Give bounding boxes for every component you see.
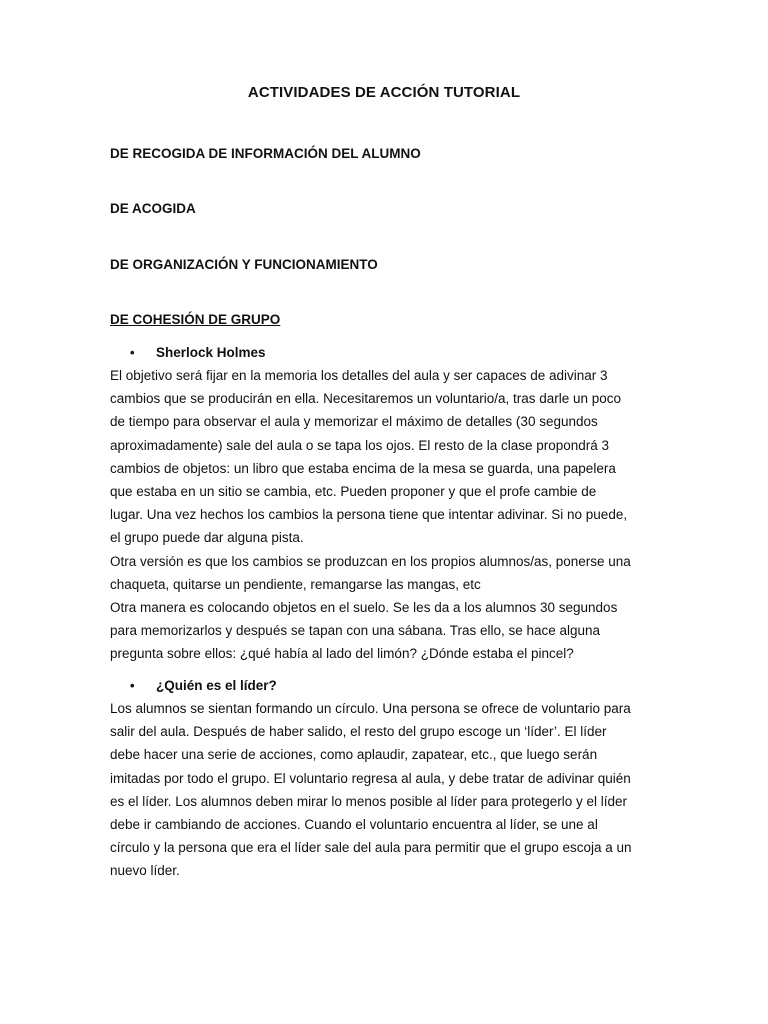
paragraph-line: nuevo líder.	[110, 863, 180, 879]
paragraph-line: Otra manera es colocando objetos en el suelo. Se les da a los alumnos 30 segundos	[110, 600, 618, 616]
paragraph-line: Otra versión es que los cambios se produzcan en los propios alumnos/as, ponerse una	[110, 553, 631, 569]
paragraph-line: es el líder. Los alumnos deben mirar lo menos posible al líder para protegerlo y el líder	[110, 793, 628, 809]
paragraph-line: cambios de objetos: un libro que estaba encima de la mesa se guarda, una papelera	[110, 460, 616, 476]
paragraph-line: de tiempo para observar el aula y memorizar el máximo de detalles (30 segundos	[110, 414, 598, 430]
paragraph-line: para memorizarlos y después se tapan con una sábana. Tras ello, se hace alguna	[110, 623, 601, 639]
paragraph-line: círculo y la persona que era el líder sale del aula para permitir que el grupo escoja a un	[110, 840, 632, 856]
paragraph-line: el grupo puede dar alguna pista.	[110, 530, 304, 546]
heading-organizacion-funcionamiento: DE ORGANIZACIÓN Y FUNCIONAMIENTO	[110, 257, 378, 272]
heading-recogida-informacion: DE RECOGIDA DE INFORMACIÓN DEL ALUMNO	[110, 146, 421, 161]
bullet-label: Sherlock Holmes	[156, 345, 266, 360]
heading-acogida: DE ACOGIDA	[110, 201, 196, 216]
heading-cohesion-grupo: DE COHESIÓN DE GRUPO	[110, 312, 281, 327]
document-title: ACTIVIDADES DE ACCIÓN TUTORIAL	[247, 84, 521, 101]
paragraph-line: aproximadamente) sale del aula o se tapa los ojos. El resto de la clase propondrá 3	[110, 437, 610, 453]
paragraph-line: Los alumnos se sientan formando un círculo. Una persona se ofrece de voluntario para	[110, 701, 631, 716]
bullet-dot-icon: •	[130, 345, 135, 360]
bullet-dot-icon: •	[130, 678, 135, 693]
paragraph-sherlock-holmes	[110, 364, 670, 666]
paragraph-line: pregunta sobre ellos: ¿qué había al lado del limón? ¿Dónde estaba el pincel?	[110, 646, 574, 662]
paragraph-line: salir del aula. Después de haber salido, el resto del grupo escoge un ‘líder’. El líder	[110, 724, 607, 740]
paragraph-line: El objetivo será fijar en la memoria los detalles del aula y ser capaces de adivinar 3	[110, 368, 608, 383]
paragraph-line: lugar. Una vez hechos los cambios la persona tiene que intentar adivinar. Si no puede,	[110, 507, 628, 523]
paragraph-line: debe hacer una serie de acciones, como aplaudir, zapatear, etc., que luego serán	[110, 747, 598, 763]
paragraph-quien-es-el-lider	[110, 697, 670, 883]
bullet-label: ¿Quién es el líder?	[156, 678, 277, 693]
paragraph-line: debe ir cambiando de acciones. Cuando el voluntario encuentra al líder, se une al	[110, 817, 598, 833]
paragraph-line: imitadas por todo el grupo. El voluntario regresa al aula, y debe tratar de adivinar quién	[110, 770, 631, 786]
paragraph-line: cambios que se producirán en ella. Necesitaremos un voluntario/a, tras darle un poco	[110, 391, 622, 407]
paragraph-line: chaqueta, quitarse un pendiente, remangarse las mangas, etc	[110, 576, 481, 592]
paragraph-line: que estaba en un sitio se cambia, etc. Pueden proponer y que el profe cambie de	[110, 484, 597, 500]
